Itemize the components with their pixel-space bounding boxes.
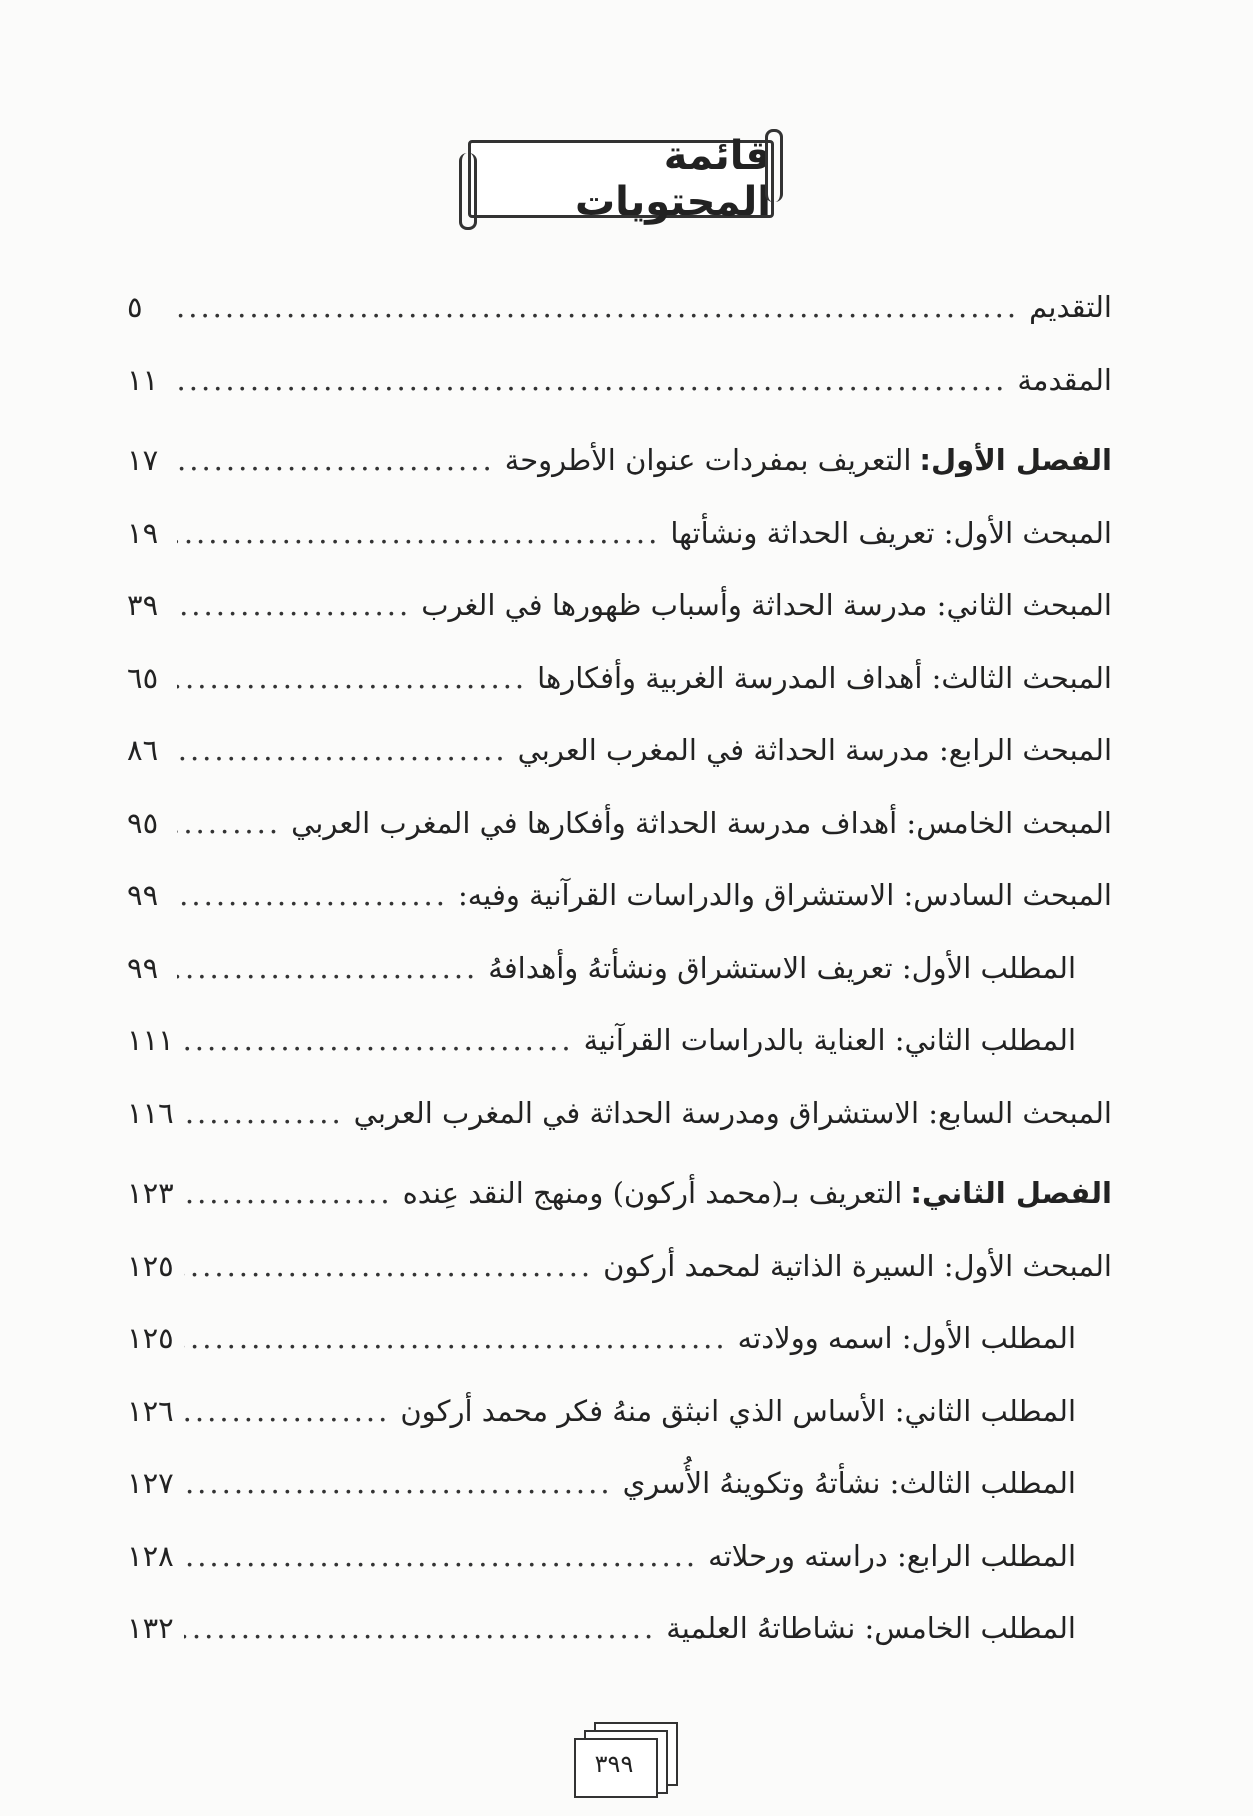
entry-title: المبحث السادس: الاستشراق والدراسات القرآنية وفيه: [457,878,1112,912]
entry-page-number: ٥ [127,290,143,324]
toc-entry [127,806,1112,879]
entry-page-number: ٨٦ [127,733,159,767]
chapter-prefix: الفصل الأول: [919,443,1112,477]
toc-entry [127,1249,1112,1322]
entry-title: المبحث الثالث: أهداف المدرسة الغربية وأفكارها [537,660,1112,695]
entry-title: التعريف بمفردات عنوان الأطروحة [504,443,912,477]
toc-entry [127,1394,1112,1467]
dot-leader [184,1249,593,1283]
entry-title: المبحث الرابع: مدرسة الحداثة في المغرب العربي [517,733,1112,767]
dot-leader [184,1539,698,1573]
chapter-prefix: الفصل الثاني: [910,1176,1112,1210]
scroll-curl-left [459,153,477,230]
entry-page-number: ٦٥ [127,660,159,695]
entry-title: التعريف بـ(محمد أركون) ومنهج النقد عِنده [402,1176,903,1210]
entry-page-number: ١٢٥ [127,1248,174,1283]
dot-leader [184,1321,728,1355]
dot-leader [184,1023,574,1057]
entry-title: المطلب الثالث: نشأتهُ وتكوينهُ الأُسري [622,1466,1076,1500]
entry-page-number: ٩٩ [127,878,159,912]
entry-page-number: ١٢٣ [127,1176,174,1210]
dot-leader [177,806,281,840]
entry-page-number: ١١١ [127,1023,174,1057]
entry-page-number: ١١٦ [127,1095,174,1130]
dot-leader [177,733,508,767]
dot-leader [184,1611,656,1645]
toc-entry [127,1023,1112,1096]
entry-title: المطلب الثاني: الأساس الذي انبثق منهُ فكر محمد أركون [400,1393,1076,1428]
entry-title: المبحث الثاني: مدرسة الحداثة وأسباب ظهورها في الغرب [421,588,1112,622]
dot-leader [177,661,527,695]
toc-entry [127,878,1112,951]
entry-page-number: ١٣٢ [127,1611,174,1645]
toc-entry [127,443,1112,516]
toc-entry [127,363,1112,436]
toc-entry [127,1611,1112,1684]
dot-leader [177,443,495,477]
entry-page-number: ١٩ [127,515,159,550]
entry-title: المبحث السابع: الاستشراق ومدرسة الحداثة في المغرب العربي [353,1095,1112,1130]
toc-entry [127,1096,1112,1169]
entry-page-number: ١٢٨ [127,1538,174,1573]
entry-title: المبحث الأول: السيرة الذاتية لمحمد أركون [603,1248,1112,1283]
page-title: قائمة المحتويات [574,133,771,225]
dot-leader [177,588,411,622]
toc-entry [127,516,1112,589]
dot-leader [177,363,1007,397]
entry-page-number: ٩٩ [127,950,159,985]
entry-page-number: ١٢٦ [127,1393,174,1428]
entry-page-number: ١٧ [127,443,159,477]
scroll-curl-right [765,129,783,202]
entry-page-number: ١١ [127,362,159,397]
entry-title: المبحث الأول: تعريف الحداثة ونشأتها [670,515,1112,550]
toc-entry [127,1539,1112,1612]
toc-entry [127,1466,1112,1539]
dot-leader [177,516,660,550]
table-of-contents [127,290,1112,1684]
entry-title: المطلب الثاني: العناية بالدراسات القرآنية [583,1023,1076,1057]
page-number-badge [572,1722,682,1796]
dot-leader [177,878,448,912]
toc-entry [127,951,1112,1024]
entry-page-number: ١٢٧ [127,1466,174,1500]
toc-entry [127,661,1112,734]
entry-title: المقدمة [1017,362,1112,397]
entry-title: المطلب الرابع: دراسته ورحلاته [708,1538,1076,1573]
entry-title: المطلب الأول: اسمه وولادته [737,1321,1076,1355]
dot-leader [184,1466,613,1500]
dot-leader [177,290,1019,324]
dot-leader [184,1176,393,1210]
page-number: ٣٩٩ [594,1750,634,1778]
toc-entry [127,1321,1112,1394]
toc-entry [127,290,1112,363]
entry-title: المبحث الخامس: أهداف مدرسة الحداثة وأفكارها في المغرب العربي [291,805,1112,840]
entry-title: المطلب الأول: تعريف الاستشراق ونشأتهُ وأهدافهُ [488,950,1076,985]
toc-entry [127,588,1112,661]
entry-page-number: ١٢٥ [127,1321,174,1355]
toc-entry [127,1176,1112,1249]
toc-entry [127,733,1112,806]
dot-leader [184,1394,391,1428]
entry-page-number: ٩٥ [127,805,159,840]
entry-page-number: ٣٩ [127,588,159,622]
dot-leader [184,1096,344,1130]
entry-title: المطلب الخامس: نشاطاتهُ العلمية [666,1611,1076,1645]
entry-title: التقديم [1029,290,1112,324]
title-scroll-banner [468,133,774,225]
dot-leader [177,951,478,985]
